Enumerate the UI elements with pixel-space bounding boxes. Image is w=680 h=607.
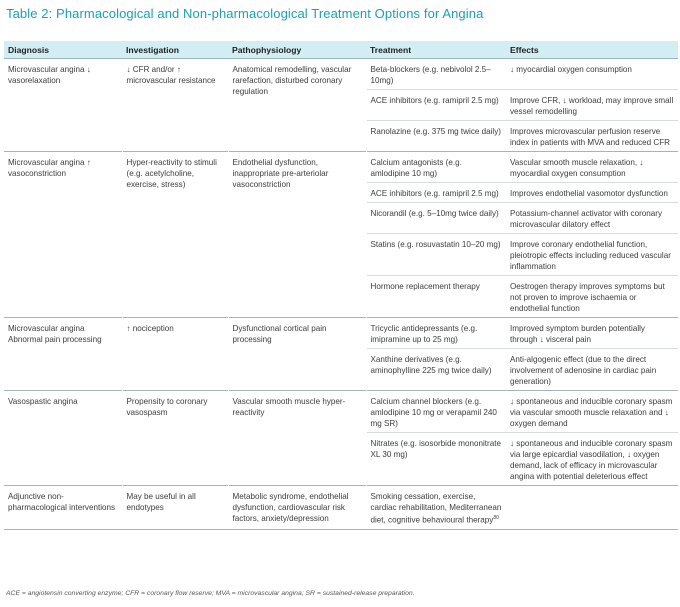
treatment-text: Nitrates (e.g. isosorbide mononitrate XL 30 mg) xyxy=(370,439,501,459)
header-effects: Effects xyxy=(506,41,678,59)
treatment-text: Smoking cessation, exercise, cardiac rehabilitation, Mediterranean diet, cognitive behavioural therapy xyxy=(370,492,502,525)
treatment-cell xyxy=(366,318,506,349)
header-investigation: Investigation xyxy=(122,41,228,59)
table-footnote: ACE = angiotensin converting enzyme; CFR = coronary flow reserve; MVA = microvascular angina; SR = sustained-release preparation. xyxy=(6,590,415,597)
treatment-table xyxy=(4,40,678,530)
treatment-cell xyxy=(366,234,506,276)
header-diagnosis: Diagnosis xyxy=(4,41,122,59)
header-pathophysiology: Pathophysiology xyxy=(228,41,366,59)
diagnosis-cell: Microvascular angina ↑ vasoconstriction xyxy=(4,152,122,318)
treatment-text: Ranolazine (e.g. 375 mg twice daily) xyxy=(370,127,501,136)
treatment-cell xyxy=(366,183,506,203)
treatment-text: Calcium channel blockers (e.g. amlodipine 10 mg or verapamil 240 mg SR) xyxy=(370,397,497,428)
diagnosis-cell: Vasospastic angina xyxy=(4,391,122,486)
table-row xyxy=(4,152,678,183)
header-treatment: Treatment xyxy=(366,41,506,59)
treatment-text: Xanthine derivatives (e.g. aminophylline 225 mg twice daily) xyxy=(370,355,492,375)
table-header-row xyxy=(4,41,678,59)
table-title: Table 2: Pharmacological and Non-pharmacological Treatment Options for Angina xyxy=(6,6,484,21)
treatment-cell xyxy=(366,276,506,318)
treatment-text: Nicorandil (e.g. 5–10mg twice daily) xyxy=(370,209,499,218)
table-row xyxy=(4,391,678,433)
treatment-text: Beta-blockers (e.g. nebivolol 2.5–10mg) xyxy=(370,65,491,85)
diagnosis-cell: Microvascular angina Abnormal pain processing xyxy=(4,318,122,391)
treatment-text: Tricyclic antidepressants (e.g. imipramine up to 25 mg) xyxy=(370,324,478,344)
table-row xyxy=(4,318,678,349)
investigation-cell: ↓ CFR and/or ↑ microvascular resistance xyxy=(122,59,228,152)
treatment-text: Calcium antagonists (e.g. amlodipine 10 mg) xyxy=(370,158,462,178)
effect-cell: Potassium-channel activator with coronary microvascular dilatory effect xyxy=(506,203,678,234)
treatment-text: ACE inhibitors (e.g. ramipril 2.5 mg) xyxy=(370,189,499,198)
pathophysiology-cell: Endothelial dysfunction, inappropriate pre-arteriolar vasoconstriction xyxy=(228,152,366,318)
investigation-cell: Hyper-reactivity to stimuli (e.g. acetylcholine, exercise, stress) xyxy=(122,152,228,318)
reference-superscript: 80 xyxy=(493,515,499,521)
diagnosis-cell: Adjunctive non-pharmacological interventions xyxy=(4,486,122,530)
treatment-cell xyxy=(366,486,506,530)
treatment-cell xyxy=(366,59,506,90)
treatment-cell xyxy=(366,433,506,486)
effect-cell xyxy=(506,486,678,530)
investigation-cell: ↑ nociception xyxy=(122,318,228,391)
treatment-cell xyxy=(366,349,506,391)
effect-cell: Improves endothelial vasomotor dysfunction xyxy=(506,183,678,203)
table-body xyxy=(4,59,678,530)
pathophysiology-cell: Dysfunctional cortical pain processing xyxy=(228,318,366,391)
treatment-text: ACE inhibitors (e.g. ramipril 2.5 mg) xyxy=(370,96,499,105)
investigation-cell: May be useful in all endotypes xyxy=(122,486,228,530)
pathophysiology-cell: Vascular smooth muscle hyper-reactivity xyxy=(228,391,366,486)
effect-cell: Improve coronary endothelial function, pleiotropic effects including reduced vascular inflammation xyxy=(506,234,678,276)
effect-cell: ↓ spontaneous and inducible coronary spasm via large epicardial vasodilation, ↓ oxygen demand, lack of efficacy in microvascular angina with potential deleterious effect xyxy=(506,433,678,486)
treatment-text: Statins (e.g. rosuvastatin 10–20 mg) xyxy=(370,240,501,249)
treatment-cell xyxy=(366,391,506,433)
pathophysiology-cell: Anatomical remodelling, vascular rarefaction, disturbed coronary regulation xyxy=(228,59,366,152)
diagnosis-cell: Microvascular angina ↓ vasorelaxation xyxy=(4,59,122,152)
effect-cell: ↓ myocardial oxygen consumption xyxy=(506,59,678,90)
table-row xyxy=(4,59,678,90)
treatment-text: Hormone replacement therapy xyxy=(370,282,480,291)
table-row xyxy=(4,486,678,530)
pathophysiology-cell: Metabolic syndrome, endothelial dysfunction, cardiovascular risk factors, anxiety/depression xyxy=(228,486,366,530)
effect-cell: Oestrogen therapy improves symptoms but not proven to improve ischaemia or endothelial function xyxy=(506,276,678,318)
effect-cell: Improved symptom burden potentially through ↓ visceral pain xyxy=(506,318,678,349)
effect-cell: Improve CFR, ↓ workload, may improve small vessel remodelling xyxy=(506,90,678,121)
effect-cell: ↓ spontaneous and inducible coronary spasm via vascular smooth muscle relaxation and ↓ oxygen demand xyxy=(506,391,678,433)
treatment-cell xyxy=(366,152,506,183)
treatment-cell xyxy=(366,121,506,152)
treatment-cell xyxy=(366,203,506,234)
effect-cell: Improves microvascular perfusion reserve index in patients with MVA and reduced CFR xyxy=(506,121,678,152)
effect-cell: Vascular smooth muscle relaxation, ↓ myocardial oxygen consumption xyxy=(506,152,678,183)
treatment-cell xyxy=(366,90,506,121)
effect-cell: Anti-algogenic effect (due to the direct involvement of adenosine in cardiac pain generation) xyxy=(506,349,678,391)
investigation-cell: Propensity to coronary vasospasm xyxy=(122,391,228,486)
